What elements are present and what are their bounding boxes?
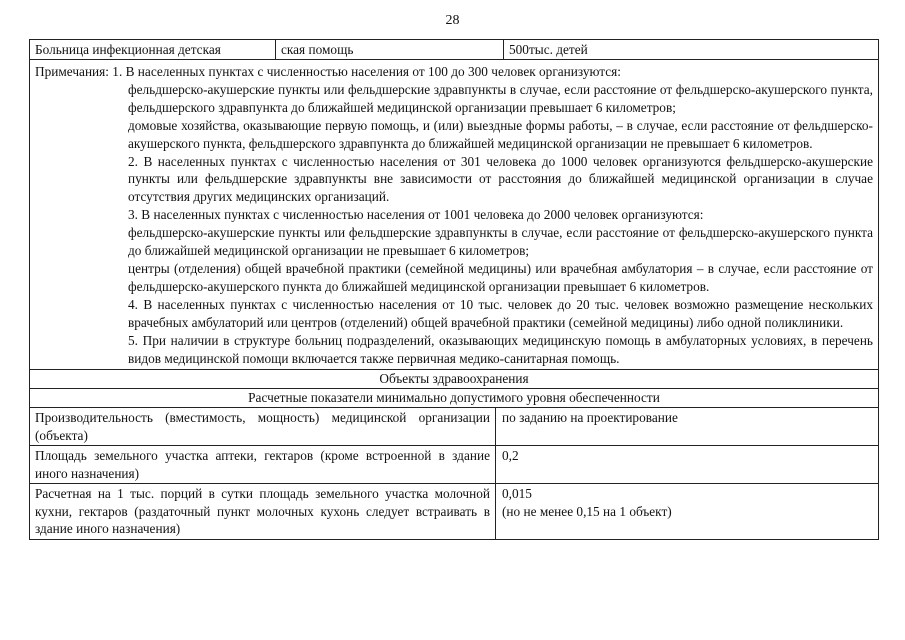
table-cell: ская помощь (276, 40, 504, 59)
note-paragraph: 2. В населенных пунктах с численностью населения от 301 человека до 1000 человек организуются фельдшерско-акушерские пункты или фельдшерские здравпункты вне зависимости от расстояния до ближайшей медицинской организации в случае отсутствия других медицинских организаций. (128, 153, 873, 205)
table-row (30, 408, 878, 446)
note-paragraph: 4. В населенных пунктах с численностью населения от 10 тыс. человек до 20 тыс. человек возможно размещение нескольких врачебных амбулаторий или центров (отделений) общей врачебной практики (семейной медицины) либо одной поликлиники. (128, 296, 873, 330)
note-paragraph: 3. В населенных пунктах с численностью населения от 1001 человека до 2000 человек организуются: (128, 207, 704, 223)
indicator-label: Производительность (вместимость, мощность) медицинской организации (объекта) (30, 408, 496, 445)
note-paragraph: центры (отделения) общей врачебной практики (семейной медицины) или врачебная амбулатория – в случае, если расстояние от фельдшерско-акушерского пункта до ближайшей медицинской организации превышает 6 километров. (128, 260, 873, 294)
table-row (30, 446, 878, 484)
note-heading: Примечания: 1. В населенных пунктах с численностью населения от 100 до 300 человек организуются: (35, 64, 621, 79)
table-row (30, 40, 878, 60)
notes-block (30, 60, 878, 370)
note-paragraph: фельдшерско-акушерские пункты или фельдшерские здравпункты в случае, если расстояние от фельдшерско-акушерского пункта, фельдшерского здравпункта до ближайшей медицинской организации превышает 6 километров; (128, 81, 873, 115)
section-title: Объекты здравоохранения (30, 370, 878, 389)
note-paragraph: домовые хозяйства, оказывающие первую помощь, и (или) выездные формы работы, – в случае, если расстояние от фельдшерско-акушерского пункта, фельдшерского здравпункта до ближайшей медицинской организации не превышает 6 километров. (128, 117, 873, 151)
indicator-label: Площадь земельного участка аптеки, гектаров (кроме встроенной в здание иного назначения) (30, 446, 496, 483)
indicator-value-cell (496, 484, 878, 539)
table-row (30, 484, 878, 539)
indicator-label: Расчетная на 1 тыс. порций в сутки площадь земельного участка молочной кухни, гектаров (раздаточный пункт молочных кухонь следует встраивать в здание иного назначения) (30, 484, 496, 539)
table-cell: Больница инфекционная детская (30, 40, 276, 59)
indicator-value: 0,015 (502, 486, 532, 502)
table-cell: 500тыс. детей (509, 42, 588, 57)
page-number: 28 (445, 13, 460, 28)
indicator-value-note: (но не менее 0,15 на 1 объект) (502, 503, 672, 519)
note-paragraph: 5. При наличии в структуре больниц подразделений, оказывающих медицинскую помощь в амбулаторных условиях, в перечень видов медицинской помощи включается также первичная медико-санитарная помощь. (128, 332, 873, 366)
note-paragraph: фельдшерско-акушерские пункты или фельдшерские здравпункты в случае, если расстояние от фельдшерско-акушерского пункта до ближайшей медицинской организации не превышает 6 километров; (128, 225, 873, 259)
section-subtitle: Расчетные показатели минимально допустимого уровня обеспеченности (30, 389, 878, 408)
indicator-value: 0,2 (502, 448, 519, 464)
document-table (29, 39, 879, 540)
indicator-value: по заданию на проектирование (502, 410, 678, 426)
